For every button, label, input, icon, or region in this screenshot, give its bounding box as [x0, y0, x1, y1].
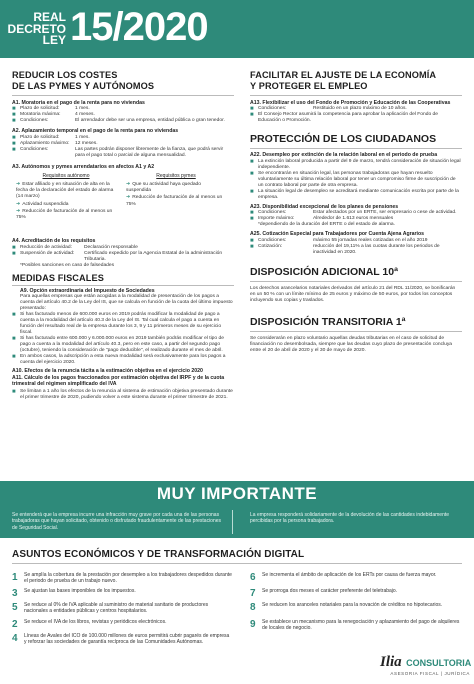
- important-left-text: Se entenderá que la empresa incurre una infracción muy grave por cada una de las personas trabajadoras que hayan solicitado, obtenido o disfrutado fraudulentamente de las prestaciones de Seguridad Social.: [12, 512, 222, 531]
- a4-note: *Posibles sanciones en caso de falsedades: [20, 262, 115, 268]
- a1-title: A1. Moratoria en el pago de la renta para no viviendas: [12, 100, 145, 106]
- decree-number: 15/2020: [70, 5, 208, 49]
- requirements-autonomo: Requisitos autónomo ➜ Estar afiliado y en situación de alta en la fecha de la declaración del estado de alarma (14 marzo) ➜ Actividad suspendida ➜ Reducción de facturación de al menos un 75%: [16, 173, 114, 220]
- a3-title: A3. Autónomos y pymes arrendatarios en afectos A1 y A2: [12, 163, 155, 170]
- a22-title: A22. Desempleo por extinción de la relación laboral en el periodo de prueba: [250, 152, 438, 159]
- header-prefix: [0, 12, 66, 47]
- a1-rows: ■ Plazo de solicitud: 1 mes. ■ Moratoria máxima: 4 meses. ■ Condiciones: El arrendador debe ser una empresa, entidad pública o gran tenedor.: [12, 106, 225, 125]
- left-column: REDUCIR LOS COSTES DE LAS PYMES Y AUTÓNOMOS A1. Moratoria en el pago de la renta para no viviendas ■ Plazo de solicitud: 1 mes. ■ Moratoria máxima: 4 meses. ■ Condiciones: El arrendador debe ser una empresa, entidad pública o gran tenedor. A2. Aplazamiento temporal en el pago de la renta para no viviendas ■ Plazo de solicitud: 1 mes. ■ Aplazamiento máximo: 12 meses. ■ Condiciones: Las partes podrán disponer libremente de la fianza, que podrá servir para el pago total o parcial de alguna mensualidad. A3. Autónomos y pymes arrendatarios en afectos A1 y A2 Requisitos autónomo ➜ Estar afiliado y en situación de alta en la fecha de la declaración del estado de alarma (14 marzo) ➜ Actividad suspendida ➜ Reducción de facturación de al menos un 75% Requisitos pymes ➜ Que su actividad haya quedado suspendida ➜ Reducción de facturación de al menos un 75% A4. Acreditación de los requisitos ■ Reducción de actividad: Declaración responsable ■ Suspensión de actividad: Certificado expedido por la Agencia Estatal de la administración Tributaria. *Posibles sanciones en caso de falsedades MEDIDAS FISCALES A9. Opción extraordinaria del Impuesto de Sociedades Para aquellas empresas que están acogidas a la modalidad de presentación de los pagos a cuenta del artículo 40.2 de la Ley del IS, que se calcula en función de la cuota del último impuesto presentado: ■ Si has facturado menos de 600.000 euros en 2019 podrás modificar la modalidad de pago a cuenta a la modalidad del artículo 40.3 de la Ley del IS. Tal cual calcula el pago a cuenta en función del resultado real de la empresa durante los 3, 9 y 11 primeros meses de su ejercicio fiscal. ■ Si has facturado entre 600.000 y 6.000.000 euros en 2019 también podrás modificar el tipo de pago a cuenta a la modalidad del artículo 40.3, pero en este caso, a partir del segundo pago (octubre), teniendo la consideración de "pago deducible", el realizado durante el mes de abril. ■ En ambos casos, la adscripción a esta nueva modalidad será exclusivamente para los pagos a cuenta del ejercicio 2020. A10. Efectos de la renuncia tácita a la estimación objetiva en el ejercicio 2020 A11. Cálculo de los pagos fraccionados por estimación objetiva del IRPF y de la cuota trimestral del régimen simplificado del IVA ■ Se limitan a 1 año los efectos de la renuncia al sistema de estimación objetiva presentado durante el primer trimestre de 2020, pudiendo volver a este sistema durante el primer trimestre de 2021.: [12, 70, 233, 400]
- divider: [250, 148, 462, 149]
- transitory-title: DISPOSICIÓN TRANSITORIA 1ª: [250, 316, 406, 328]
- a13-title: A13. Flexibilizar el uso del Fondo de Promoción y Educación de las Cooperativas: [250, 100, 451, 106]
- bottom-title: ASUNTOS ECONÓMICOS Y DE TRANSFORMACIÓN DIGITAL: [12, 549, 305, 560]
- a3-requirements: [12, 173, 234, 235]
- a10-title: A10. Efectos de la renuncia tácita a la estimación objetiva en el ejercicio 2020: [12, 368, 203, 375]
- important-right-text: La empresa responderá solidariamente de la devolución de las cantidades indebidamente percibidas por la persona trabajadora.: [250, 512, 450, 525]
- a23-note: *dependiendo de la duración del ERTE o del estado de alarma.: [258, 222, 395, 228]
- list-item: 5 Se reduce al 0% de IVA aplicable al suministro de material sanitario de productores nacionales a entidades públicas y centros hospitalarios.: [12, 602, 209, 615]
- header-line-decreto: DECRETO: [7, 21, 66, 36]
- a9-intro: Para aquellas empresas que están acogidas a la modalidad de presentación de los pagos a cuenta del artículo 40.2 de la Ley del IS, que se calcula en función de la cuota del último impuesto presentado:: [20, 294, 233, 312]
- divider: [12, 95, 234, 96]
- additional-title: DISPOSICIÓN ADICIONAL 10ª: [250, 265, 398, 278]
- a4-title: A4. Acreditación de los requisitos: [12, 238, 96, 245]
- a2-title: A2. Aplazamiento temporal en el pago de la renta para no viviendas: [12, 128, 179, 135]
- list-item: 3 Se ajustan las bases imponibles de los impuestos.: [12, 588, 136, 599]
- divider: [250, 331, 462, 332]
- header-line-ley: LEY: [42, 33, 66, 47]
- requirements-pymes: Requisitos pymes ➜ Que su actividad haya quedado suspendida ➜ Reducción de facturación de al menos un 75%: [126, 173, 223, 207]
- divider: [12, 563, 462, 564]
- logo-suffix: CONSULTORIA: [406, 658, 472, 668]
- additional-text: Los derechos arancelarios notariales derivados del artículo 21 del RDL 11/2020, se bonificarán en un 50 % con un límite mínimo de 25 euros y máximo de 50 euros, por todos los conceptos incluyendo sus copias y traslados.: [250, 285, 456, 303]
- right-section-title: FACILITAR EL AJUSTE DE LA ECONOMÍA Y PROTEGER EL EMPLEO: [250, 70, 437, 91]
- important-title: MUY IMPORTANTE: [156, 484, 318, 503]
- a11-title: A11. Cálculo de los pagos fraccionados por estimación objetiva del IRPF y de la cuota trimestral del régimen simplificado del IVA: [12, 374, 225, 388]
- divider: [250, 95, 462, 96]
- a25-title: A25. Cotización Especial para Trabajadores por Cuenta Ajena Agrarios: [250, 231, 425, 238]
- left-section-title: REDUCIR LOS COSTES DE LAS PYMES Y AUTÓNOMOS: [12, 70, 155, 91]
- logo-tagline: ASESORIA FISCAL | JURÍDICA: [390, 671, 470, 676]
- company-logo: [380, 655, 470, 676]
- list-item: 6 Se incrementa el ámbito de aplicación de los ERTs por causa de fuerza mayor.: [250, 572, 437, 583]
- header-line-real: REAL: [33, 10, 66, 24]
- list-item: 4 Líneas de Avales del ICO de 100.000 millones de euros permitirá cubrir pagarés de empresa y reforzar las sociedades de garantía recíproca de las Comunidades Autónomas.: [12, 633, 230, 646]
- fiscal-title: MEDIDAS FISCALES: [12, 272, 104, 283]
- bottom-section: [12, 549, 462, 568]
- divider: [12, 285, 234, 286]
- list-item: 8 Se reducen los aranceles notariales para la novación de créditos no hipotecarios.: [250, 602, 443, 613]
- a9-title: A9. Opción extraordinaria del Impuesto de Sociedades: [20, 287, 155, 294]
- important-divider: [232, 510, 233, 534]
- bottom-left-list: [12, 572, 232, 655]
- divider: [250, 281, 462, 282]
- list-item: 2 Se reduce el IVA de los libros, revistas y periódicos electrónicos.: [12, 619, 167, 630]
- citizens-title: PROTECCIÓN DE LOS CIUDADANOS: [250, 133, 437, 146]
- logo-name: Ilia: [380, 654, 402, 670]
- bottom-right-list: [250, 572, 462, 637]
- list-item: 1 Se amplía la cobertura de la prestación por desempleo a los trabajadores despedidos durante el periodo de prueba de un trabajo nuevo.: [12, 572, 232, 585]
- list-item: 7 Se prorroga dos meses el carácter preferente del teletrabajo.: [250, 588, 398, 599]
- a2-rows: ■ Plazo de solicitud: 1 mes. ■ Aplazamiento máximo: 12 meses. ■ Condiciones: Las partes podrán disponer libremente de la fianza, que podrá servir para el pago total o parcial de alguna mensualidad.: [12, 134, 224, 158]
- a23-title: A23. Disponibilidad excepcional de los planes de pensiones: [250, 203, 399, 210]
- transitory-text: Se considerarán en plazo voluntario aquellas deudas tributarias en el caso de solicitud de financiación no desembolsada, siempre que las deudas cuyo plazo de presentación concluya entre el 20 de abril de 2020 y el 30 de mayo de 2020.: [250, 336, 453, 354]
- list-item: 9 Se establece un mecanismo para la renegociación y aplazamiento del pago de alquileres de locales de negocio.: [250, 619, 460, 632]
- right-column: FACILITAR EL AJUSTE DE LA ECONOMÍA Y PROTEGER EL EMPLEO A13. Flexibilizar el uso del Fondo de Promoción y Educación de las Cooperativas ■ Condiciones: Restituido en un plazo máximo de 10 años. ■ El Consejo Rector asumirá la competencia para aprobar la aplicación del Fondo de Educación o Promoción. PROTECCIÓN DE LOS CIUDADANOS A22. Desempleo por extinción de la relación laboral en el periodo de prueba ■ La extinción laboral producida a partir del 9 de marzo, tendrá consideración de situación legal independiente. ■ Se encontrarán en situación legal, las personas trabajadoras que hayan resuelto voluntariamente su última relación laboral por tener un compromiso firme de suscripción de un contrato laboral por parte de otra empresa. ■ La situación legal de desempleo se acreditará mediante comunicación escrita por parte de la empresa. A23. Disponibilidad excepcional de los planes de pensiones ■ Condiciones: Estar afectados por un ERTE, ser empresario o cese de actividad. ■ Importe máximo: Alrededor de 1.613 euros mensuales *dependiendo de la duración del ERTE o del estado de alarma. A25. Cotización Especial para Trabajadores por Cuenta Ajena Agrarios ■ Condiciones: máximo 55 jornadas reales cotizadas en el año 2019 ■ Cotización: reducción del 19,11% a las cuotas durante los periodos de inactividad en 2020. DISPOSICIÓN ADICIONAL 10ª Los derechos arancelarios notariales derivados del artículo 21 del RDL 11/2020, se bonificarán en un 50 % con un límite mínimo de 25 euros y máximo de 50 euros, por todos los conceptos incluyendo sus copias y traslados. DISPOSICIÓN TRANSITORIA 1ª Se considerarán en plazo voluntario aquellas deudas tributarias en el caso de solicitud de financiación no desembolsada, siempre que las deudas cuyo plazo de presentación concluya entre el 20 de abril de 2020 y el 30 de mayo de 2020.: [250, 70, 461, 354]
